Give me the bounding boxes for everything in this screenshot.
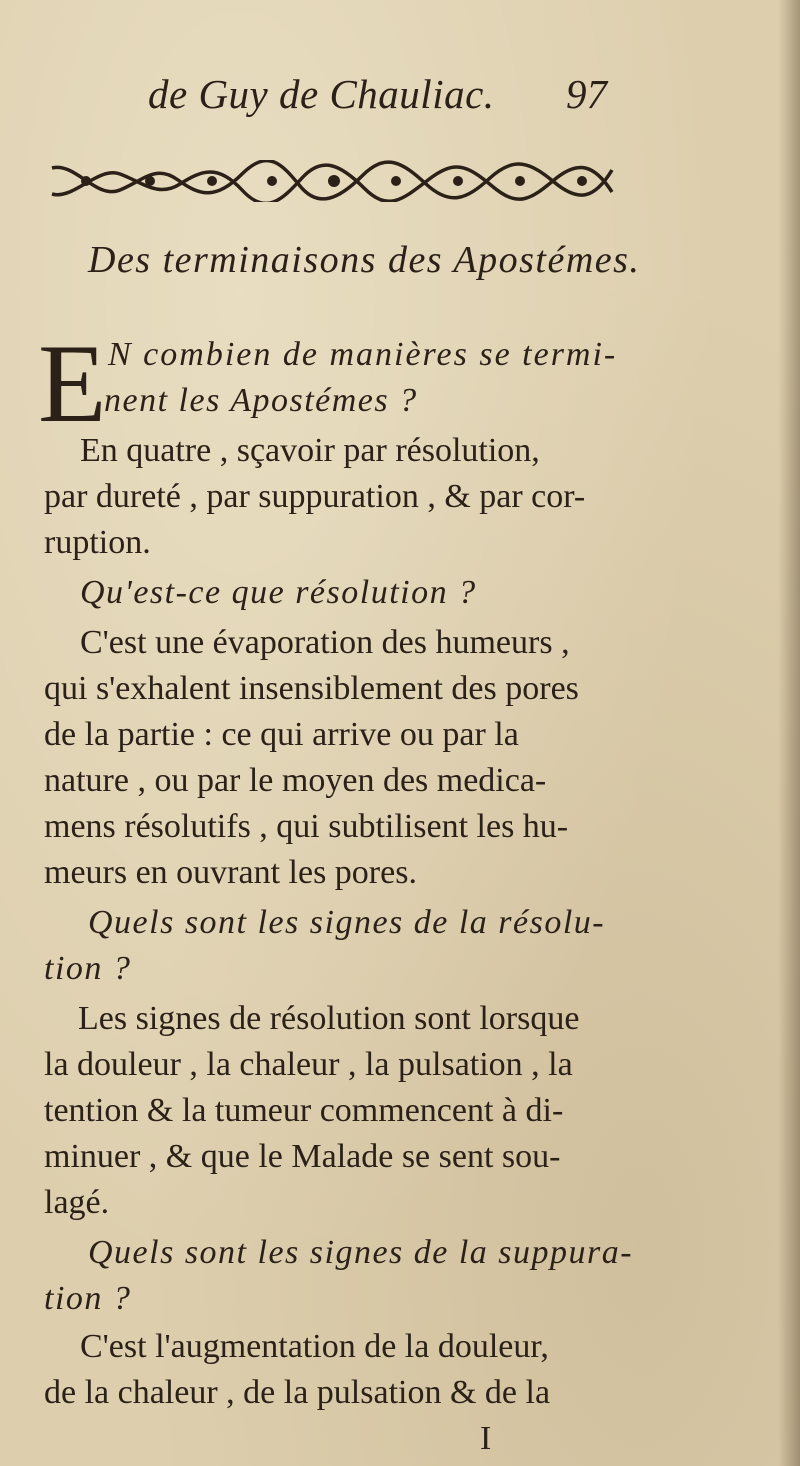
- text-line: En quatre , sçavoir par résolution,: [80, 432, 540, 469]
- running-title: de Guy de Chauliac.: [148, 71, 495, 117]
- text-line: N combien de manières se termi-: [108, 336, 618, 373]
- chapter-heading: Des terminaisons des Apostémes.: [88, 239, 641, 281]
- text-line: meurs en ouvrant les pores.: [44, 854, 417, 891]
- text-line: tion ?: [44, 950, 132, 987]
- signature-mark: I: [480, 1420, 492, 1457]
- text-line: Quels sont les signes de la résolu-: [88, 904, 606, 941]
- text-line: qui s'exhalent insensiblement des pores: [44, 670, 579, 707]
- printers-ornament-band: [46, 160, 616, 202]
- text-line: mens résolutifs , qui subtilisent les hu-: [44, 808, 569, 845]
- text-line: Quels sont les signes de la suppura-: [88, 1234, 634, 1271]
- text-line: tention & la tumeur commencent à di-: [44, 1092, 564, 1129]
- text-line: lagé.: [44, 1184, 110, 1221]
- ornament-band-graphic: [46, 160, 616, 202]
- text-line: nature , ou par le moyen des medica-: [44, 762, 547, 799]
- page-edge-shadow: [778, 0, 800, 1466]
- drop-cap: E: [38, 322, 107, 446]
- text-line: de la chaleur , de la pulsation & de la: [44, 1374, 551, 1411]
- text-line: la douleur , la chaleur , la pulsation , la: [44, 1046, 573, 1083]
- text-line: C'est une évaporation des humeurs ,: [80, 624, 570, 661]
- running-head: [0, 70, 800, 130]
- text-line: C'est l'augmentation de la douleur,: [80, 1328, 549, 1365]
- text-line: minuer , & que le Malade se sent sou-: [44, 1138, 561, 1175]
- page-number: 97: [566, 71, 607, 117]
- text-line: tion ?: [44, 1280, 132, 1317]
- text-line: nent les Apostémes ?: [104, 382, 418, 419]
- text-line: ruption.: [44, 524, 151, 561]
- text-line: Les signes de résolution sont lorsque: [78, 1000, 580, 1037]
- text-line: Qu'est-ce que résolution ?: [80, 574, 477, 611]
- text-line: par dureté , par suppuration , & par cor-: [44, 478, 586, 515]
- text-line: de la partie : ce qui arrive ou par la: [44, 716, 519, 753]
